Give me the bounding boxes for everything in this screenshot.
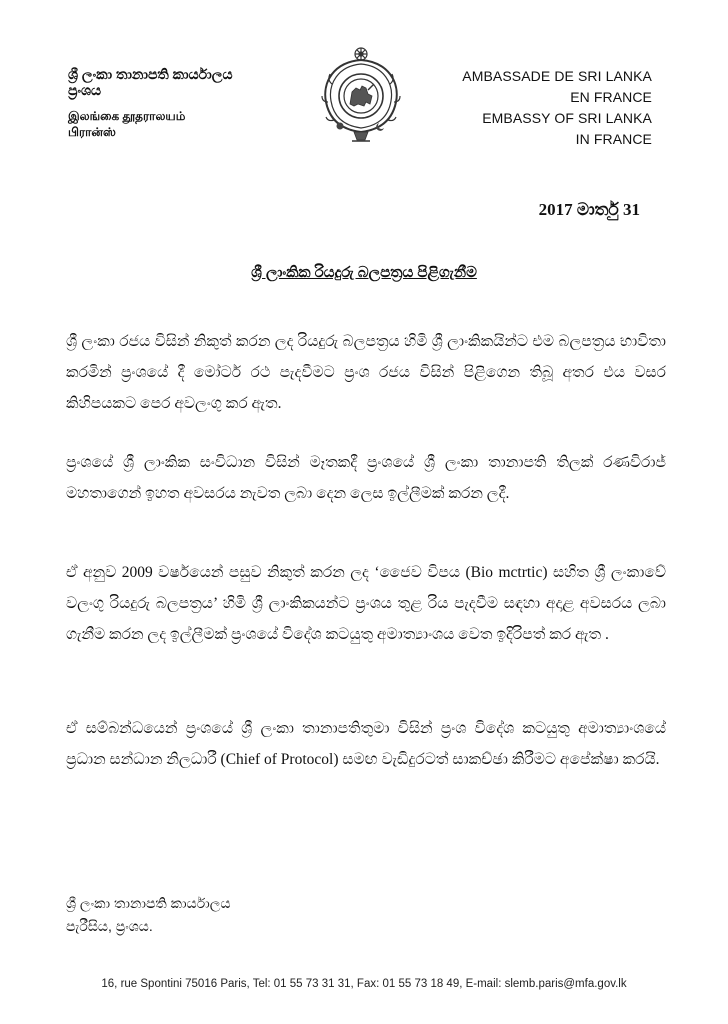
country-name-english: IN FRANCE bbox=[575, 131, 652, 147]
signoff-block bbox=[66, 892, 231, 938]
country-name-sinhala: ප්‍රංශය bbox=[68, 82, 102, 98]
footer-contact: 16, rue Spontini 75016 Paris, Tel: 01 55 73 31 31, Fax: 01 55 73 18 49, E-mail: slemb.paris@mfa.gov.lk bbox=[101, 978, 627, 990]
embassy-name-sinhala: ශ්‍රී ලංකා තානාපති කාර්යාලය bbox=[68, 66, 233, 82]
letter-title bbox=[0, 264, 728, 282]
embassy-name-english: EMBASSY OF SRI LANKA bbox=[482, 110, 652, 126]
country-name-french: EN FRANCE bbox=[570, 89, 652, 105]
letter-date: 2017 මාර්තු 31 bbox=[538, 200, 640, 219]
paragraph: ශ්‍රී ලංකා රජය විසින් නිකුත් කරන ලද රියදුරු බලපත්‍රය හිමි ශ්‍රී ලාංකිකයින්ට එම බලපත්‍රය භාවිතා කරමින් ප්‍රංශයේ දී මෝටර් රථ පැදවීමට ප්‍රංශ රජය විසින් පිළිගෙන තිබූ අතර එය වසර කිහිපයකට පෙර අවලංගු කර ඇත. bbox=[66, 333, 666, 412]
paragraph: ප්‍රංශයේ ශ්‍රී ලාංකික සංවිධාන විසින් මෑතකදී ප්‍රංශයේ ශ්‍රී ලංකා තානාපති තිලක් රණවිරාජ් මහතාගෙන් ඉහත අවසරය නැවත ලබා දෙන ලෙස ඉල්ලීමක් කරන ලදී. bbox=[66, 454, 666, 502]
title-text: ශ්‍රී ලාංකික රියදුරු බලපත්‍රය පිළිගැනීම bbox=[251, 264, 477, 281]
signoff-office: ශ්‍රී ලංකා තානාපති කාර්යාලය bbox=[66, 895, 231, 911]
embassy-name-french: AMBASSADE DE SRI LANKA bbox=[462, 68, 652, 84]
letterhead-right bbox=[392, 66, 652, 150]
country-name-tamil: பிரான்ஸ் bbox=[68, 125, 116, 139]
letterhead-left bbox=[68, 66, 298, 140]
paragraph: ඒ අනුව 2009 වර්ෂයෙන් පසුව නිකුත් කරන ලද ‘ජෛව විපය (Bio mctrtic) සහිත ශ්‍රී ලංකාවේ වලංගු රියදුරු බලපත්‍රය’ හිමි ශ්‍රී ලාංකිකයන්ට ප්‍රංශය තුළ රිය පැදවීම සඳහා අදාළ අවසරය ලබා ගැනීම කරන ලද ඉල්ලීමක් ප්‍රංශයේ විදේශ කටයුතු අමාත්‍යාංශය වෙත ඉදිරිපත් කර ඇත . bbox=[66, 564, 666, 643]
embassy-name-tamil: இலங்கை தூதராலயம் bbox=[68, 109, 186, 123]
signoff-location: පැරීසිය, ප්‍රංශය. bbox=[66, 918, 153, 934]
paragraph: ඒ සම්බන්ධයෙන් ප්‍රංශයේ ශ්‍රී ලංකා තානාපතිතුමා විසින් ප්‍රංශ විදේශ කටයුතු අමාත්‍යාංශයේ ප්‍රධාන සන්ධාන නිලධාරී (Chief of Protocol) සමඟ වැඩිදුරටත් සාකච්ඡා කිරීමට අපේක්ෂා කරයි. bbox=[66, 720, 666, 768]
